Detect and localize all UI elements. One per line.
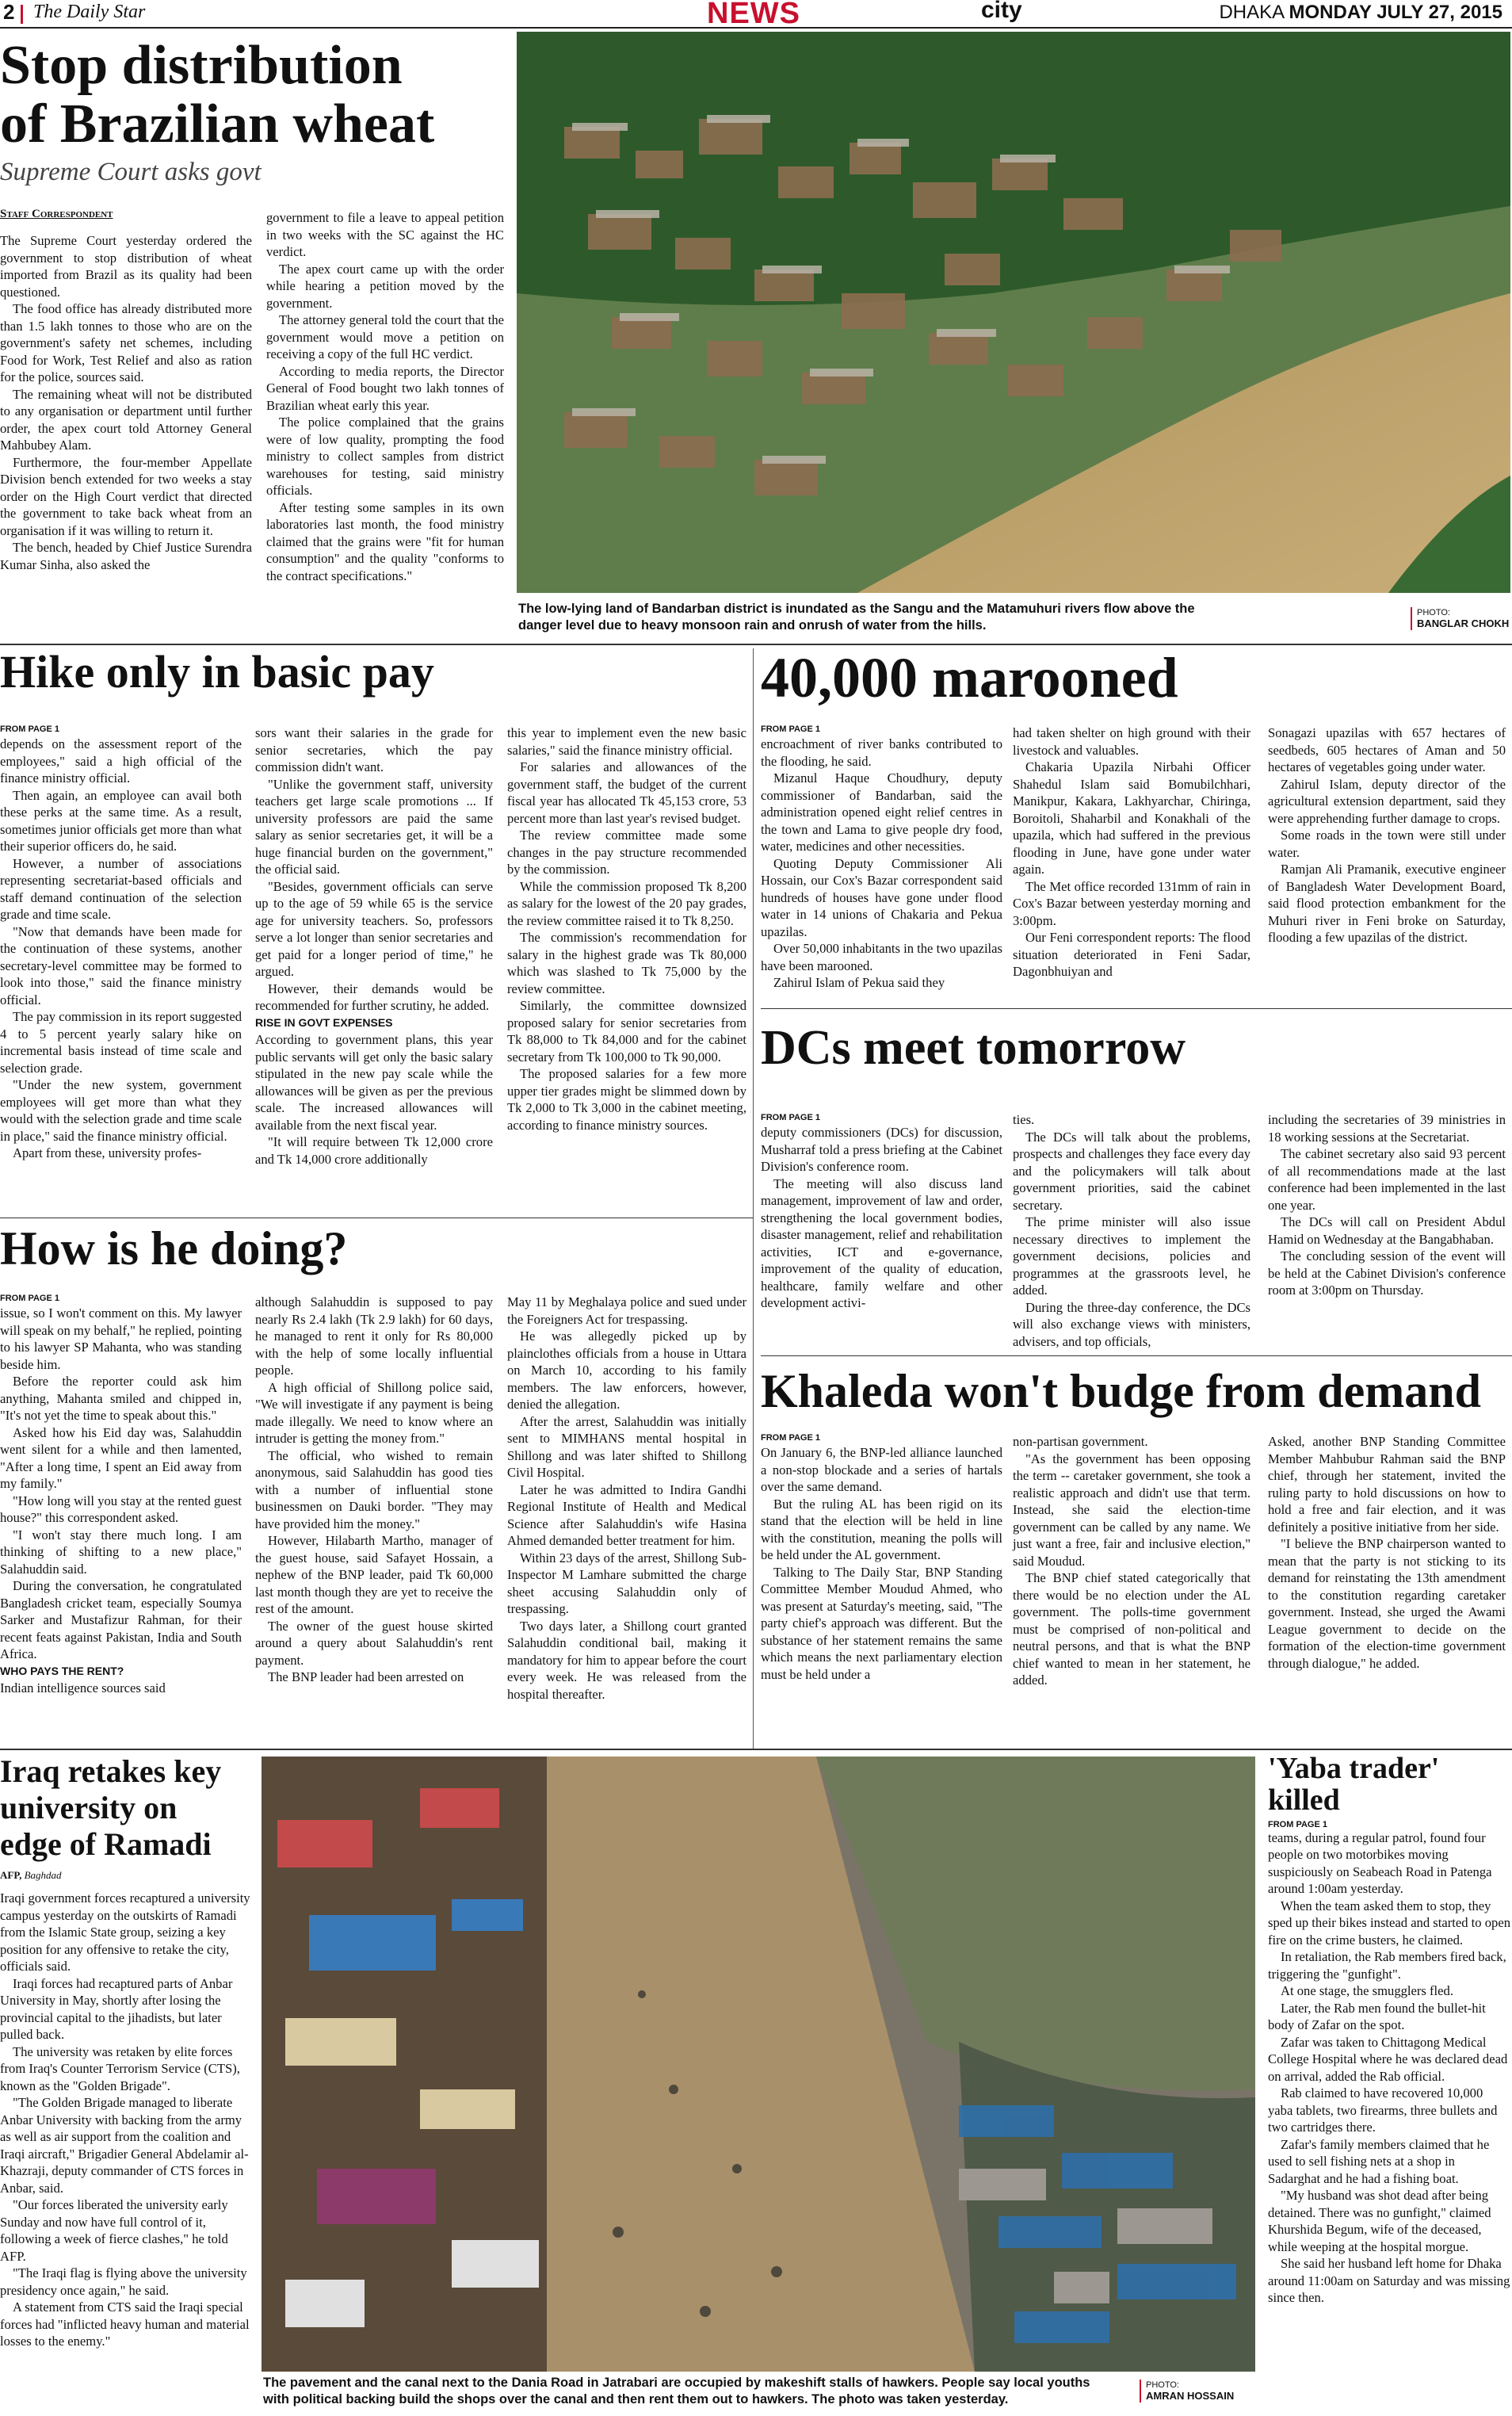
column [1268,1433,1506,1672]
paragraph: The pay commission in its report suggested 4 to 5 percent yearly salary hike on incremental basis instead of time scale and selection grade. [0,1009,242,1076]
paragraph: After testing some samples in its own laboratories last month, the food ministry claimed that the grains were "fit for human consumption" and the quality "conforms to the contract specifications." [266,499,504,583]
paragraph: After the arrest, Salahuddin was initially sent to MIMHANS mental hospital in Shillong and was later shifted to Shillong Civil Hospital. [507,1413,746,1480]
story-salahuddin [0,1222,753,1702]
column [761,1444,1002,1683]
story-marooned [761,646,1510,990]
photo-credit [1140,2380,1257,2403]
headline-line: edge of Ramadi [0,1826,212,1862]
paragraph: "It will require between Tk 12,000 crore and Tk 14,000 crore additionally [255,1134,493,1167]
from-page: FROM PAGE 1 [0,1294,59,1303]
paragraph: The commission's recommendation for salary in the highest grade was Tk 80,000 which was slashed to Tk 75,000 by the review committee. [507,930,746,996]
paragraph: The meeting will also discuss land management, improvement of law and order, strengthening the local government bodies, disaster management, relief and rehabilitation activities, ICT and e-governance, improvement of the quality of education, healthcare, family welfare and other development activi- [761,1176,1002,1310]
column [507,1294,746,1703]
paragraph: However, Hilabarth Martho, manager of the guest house, said Safayet Hossain, a nephew of the BNP leader, paid Tk 60,000 last month though they are yet to receive the rest of the amount. [255,1533,493,1616]
paragraph: While the commission proposed Tk 8,200 as salary for the lowest of the 20 pay grades, the review committee raised it to Tk 8,250. [507,878,746,928]
paragraph: "Now that demands have been made for the continuation of these systems, another secretary-level committee may be formed to look into those," said the finance ministry official. [0,923,242,1007]
paragraph: Our Feni correspondent reports: The flood situation deteriorated in Feni Sadar, Dagonbhuiyan and [1013,930,1250,979]
flood-photo [517,32,1510,593]
story-khaleda [761,1365,1510,1688]
paragraph: The BNP leader had been arrested on [268,1669,464,1684]
paragraph: "Besides, government officials can serve up to the age of 59 while 65 is the service age for university teachers. So, professors serve a lot longer than senior secretaries and get paid for a longer period of time," he argued. [255,878,493,979]
paragraph: "The Golden Brigade managed to liberate Anbar University with backing from the army as well as air support from the coalition and Iraqi aircraft," Brigadier General Abdelamir al-Khazraji, deputy commander of CTS forces in Anbar, said. [0,2095,249,2196]
from-page: FROM PAGE 1 [761,1113,820,1122]
section-label: NEWS [707,0,800,30]
subsection-label: city [981,0,1022,23]
paragraph: In retaliation, the Rab members fired back, triggering the "gunfight". [1268,1949,1506,1982]
paragraph: The Met office recorded 131mm of rain in Cox's Bazar between yesterday morning and 3:00pm. [1013,878,1250,928]
paragraph: Iraqi forces had recaptured parts of Anbar University in May, shortly after losing the provincial capital to the jihadists, but later pulled back. [0,1975,233,2042]
from-page: FROM PAGE 1 [761,724,820,734]
paragraph: He was allegedly picked up by plainclothes officials from a house in Uttara on March 10, according to his family members. The law enforcers, however, denied the allegation. [507,1328,746,1412]
paragraph: The prime minister will also issue necessary directives to implement the government decisions, policies and programmes at the grassroots level, he added. [1013,1214,1250,1298]
paragraph: The DCs will talk about the problems, prospects and challenges they face every day and the policymakers will talk about government priorities, said the cabinet secretary. [1013,1129,1250,1213]
column [1268,724,1506,946]
paragraph: The cabinet secretary also said 93 percent of all recommendations made at the last conference had been implemented in the last one year. [1268,1146,1506,1213]
paragraph: The owner of the guest house skirted around a query about Salahuddin's rent payment. [255,1618,493,1668]
column [1013,1111,1250,1350]
paragraph: Zafar's family members claimed that he used to sell fishing nets at a shop in Sadarghat and he had a fishing boat. [1268,2136,1490,2186]
paragraph: The remaining wheat will not be distributed to any organisation or department until further order, the apex court told Attorney General Mahbubey Alam. [0,386,252,453]
masthead [0,0,1512,29]
story-dcs [761,1021,1510,1349]
story-yaba [1268,1753,1510,2307]
paragraph: Ramjan Ali Pramanik, executive engineer of Bangladesh Water Development Board, said flood protection embankment for the Muhuri river in Feni broke on Saturday, flooding a few upazilas of the district. [1268,862,1506,945]
hawkers-photo-image [262,1757,1255,2372]
paragraph: During the conversation, he congratulated Bangladesh cricket team, especially Soumya Sarker and Mustafizur Rahman, for their recent feats against Pakistan, India and South Africa. [0,1578,242,1661]
page-marker [21,5,23,24]
photo-caption: The pavement and the canal next to the Dania Road in Jatrabari are occupied by makeshift stalls of hawkers. People say local youths with political backing build the shops over the canal and then rent them out to hawkers. The photo was taken yesterday. [263,2376,1090,2406]
from-page: FROM PAGE 1 [761,1433,820,1443]
headline-line: Stop distribution [0,35,403,96]
paragraph: Then again, an employee can avail both these perks at the same time. As a result, sometimes junior officials get more than what their superior officers do, he said. [0,787,242,854]
column [1268,1829,1510,2307]
paragraph: ties. [1013,1112,1035,1127]
paragraph: The official, who wished to remain anonymous, said Salahuddin has good ties with a number of influential stone businessmen on Dauki border. "They may have provided him the money." [255,1447,493,1531]
story-iraq [0,1753,250,2350]
paragraph: Before the reporter could ask him anything, Mahanta smiled and chipped in, "It's not yet the time to speak about this." [0,1374,242,1423]
paragraph: Indian intelligence sources said [0,1680,166,1695]
divider [0,1749,1512,1750]
paragraph: non-partisan government. [1013,1434,1148,1449]
headline [0,36,507,153]
paragraph: However, their demands would be recommended for further scrutiny, he added. [255,981,493,1013]
kicker: Supreme Court asks govt [0,158,262,186]
paragraph: Over 50,000 inhabitants in the two upazilas have been marooned. [761,941,1002,973]
paragraph: Zahirul Islam of Pekua said they [773,975,945,990]
paragraph: According to government plans, this year public servants will get only the basic salary stipulated in the new pay scale while the allowances will be given as per the previous scale. The increased allowances will available from the next fiscal year. [255,1032,493,1133]
paragraph: encroachment of river banks contributed to the flooding, he said. [761,736,1002,769]
paragraph: The bench, headed by Chief Justice Surendra Kumar Sinha, also asked the [0,540,252,572]
from-page: FROM PAGE 1 [0,724,59,734]
headline: Hike only in basic pay [0,646,434,698]
paragraph: Asked how his Eid day was, Salahuddin went silent for a while and then lamented, "After a long time, I spent an Eid away from my family." [0,1424,242,1491]
paragraph: The university was retaken by elite forces from Iraq's Counter Terrorism Service (CTS), known as the "Golden Brigade". [0,2043,240,2093]
from-page: FROM PAGE 1 [1268,1819,1327,1829]
headline: How is he doing? [0,1222,348,1275]
paragraph: issue, so I won't comment on this. My lawyer will speak on my behalf," he replied, pointing to his lawyer SP Mahanta, who was standing beside him. [0,1305,242,1372]
paragraph: depends on the assessment report of the employees," said a high official of the finance ministry official. [0,736,242,786]
paragraph: teams, during a regular patrol, found four people on two motorbikes moving suspiciously on Seabeach Road in Patenga around 1:00am yesterday. [1268,1829,1492,1897]
credit-label: PHOTO: [1417,608,1450,617]
paragraph: although Salahuddin is supposed to pay nearly Rs 2.4 lakh (Tk 2.9 lakh) for 60 days, he managed to rent it only for Rs 80,000 with the help of some locally influential people. [255,1294,493,1378]
column [761,736,1002,992]
paragraph: At one stage, the smugglers fled. [1281,1983,1453,1999]
paragraph: including the secretaries of 39 ministries in 18 working sessions at the Secretariat. [1268,1112,1506,1145]
paragraph: May 11 by Meghalaya police and sued under the Foreigners Act for trespassing. [507,1294,746,1327]
column-divider [753,648,754,1749]
paragraph: Furthermore, the four-member Appellate Division bench extended for two weeks a stay order on the High Court verdict that directed the government to take back wheat from an organisation if it was willing to return it. [0,454,252,538]
headline: 40,000 marooned [761,646,1178,709]
paragraph: A statement from CTS said the Iraqi special forces had "inflicted heavy human and material losses to the enemy." [0,2299,250,2349]
subhead: WHO PAYS THE RENT? [0,1664,124,1677]
paragraph: Apart from these, university profes- [13,1145,202,1160]
paragraph: Later, the Rab men found the bullet-hit body of Zafar on the spot. [1268,2000,1486,2033]
dateline-date: MONDAY JULY 27, 2015 [1289,2,1502,23]
paragraph: The review committee made some changes in the pay structure recommended by the commission. [507,828,746,877]
credit-label: PHOTO: [1146,2380,1179,2390]
paragraph: Talking to The Daily Star, BNP Standing Committee Member Moudud Ahmed, who was present at Saturday's meeting, said, "The party chief's approach was different. But the substance of her statement remains the same which means the next parliamentary election must be held under a [761,1564,1002,1682]
paragraph: Chakaria Upazila Nirbahi Officer Shahedul Islam said Bomubilchhari, Manikpur, Kakara, Lakhyarchar, Chiringa, Boroitoli, Shaharbil and Konakhali of the upazila, which had suffered in the previous flooding in June, have gone under water again. [1013,759,1250,877]
paragraph: Zahirul Islam, deputy director of the agricultural extension department, said they were apprehending further damage to crops. [1268,776,1506,826]
divider [761,1355,1512,1356]
column [0,1305,242,1697]
paragraph: The food office has already distributed more than 1.5 lakh tonnes to those who are on the government's safety net schemes, including Food for Work, Test Relief and also as ration for the police, sources said. [0,301,252,384]
paragraph: Asked, another BNP Standing Committee Member Mahbubur Rahman said the BNP chief, through her statement, invited the ruling party to hold discussions on how to hold a free and fair election, and it was definitely a positive initiative from her side. [1268,1434,1506,1535]
paragraph: For salaries and allowances of the government staff, the budget of the current fiscal year has allocated Tk 45,153 crore, 53 percent more than last year's revised budget. [507,759,746,826]
dateline-city: DHAKA [1219,2,1284,23]
paragraph: had taken shelter on high ground with their livestock and valuables. [1013,725,1250,758]
paragraph: During the three-day conference, the DCs will also exchange views with ministers, advisers, and top officials, [1013,1299,1250,1349]
paragraph: "How long will you stay at the rented guest house?" this correspondent asked. [0,1493,242,1525]
paragraph: Sonagazi upazilas with 657 hectares of seedbeds, 605 hectares of Aman and 50 hectares of vegetables going under water. [1268,725,1506,774]
headline-line: Iraq retakes key [0,1753,222,1789]
paragraph: this year to implement even the new basic salaries," said the finance ministry official. [507,725,746,758]
paragraph: The apex court came up with the order while hearing a petition moved by the government. [266,261,504,311]
column [1013,1433,1250,1689]
paragraph: "Unlike the government staff, university teachers get large scale promotions ... If university professors are paid the same salary as senior secretaries get, it will be a huge financial burden on the government," the official said. [255,776,493,877]
headline: Khaleda won't budge from demand [761,1365,1482,1417]
paragraph: sors want their salaries in the grade for senior secretaries, which the pay commission didn't want. [255,725,493,774]
credit-name: AMRAN HOSSAIN [1146,2390,1235,2402]
paragraph: The police complained that the grains were of low quality, prompting the food ministry to collect samples from district warehouses for testing, said ministry officials. [266,415,504,498]
column [1013,724,1250,981]
paragraph: Rab claimed to have recovered 10,000 yaba tablets, two firearms, three bullets and two cartridges there. [1268,2085,1498,2135]
dateline [1219,2,1502,24]
column [0,1890,250,2350]
byline-place: Baghdad [24,1869,62,1881]
column [0,736,242,1162]
paragraph: The concluding session of the event will be held at the Cabinet Division's conference room at 3:00pm on Thursday. [1268,1248,1506,1298]
paragraph: On January 6, the BNP-led alliance launched a non-stop blockade and a series of hartals over the same demand. [761,1445,1002,1494]
paragraph: Later he was admitted to Indira Gandhi Regional Institute of Health and Medical Science after Salahuddin's wife Hasina Ahmed demanded better treatment for him. [507,1481,746,1548]
byline-agency: AFP, [0,1869,22,1881]
paragraph: Iraqi government forces recaptured a university campus yesterday on the outskirts of Ramadi from the Islamic State group, seizing a key position for any offensive to retake the city, officials said. [0,1890,250,1974]
paragraph: Within 23 days of the arrest, Shillong Sub-Inspector M Lamhare submitted the charge sheet accusing Salahuddin only of trespassing. [507,1550,746,1616]
paragraph: "I believe the BNP chairperson wanted to mean that the party is not sticking to its demand for reinstating the 13th amendment to the constitution regarding caretaker government. Instead, she urged the Awami League government to decide on the formation of the election-time government through dialogue," he added. [1268,1536,1506,1671]
photo-credit [1411,607,1512,630]
story-wheat [0,35,507,583]
photo-caption: The low-lying land of Bandarban district is inundated as the Sangu and the Matamuhuri rivers flow above the danger level due to heavy monsoon rain and onrush of water from the hills. [518,602,1195,633]
paragraph: "My husband was shot dead after being detained. There was no gunfight," claimed Khurshida Begum, wife of the deceased, while weeping at the hospital morgue. [1268,2188,1491,2254]
paragraph: "I won't stay there much long. I am thinking of shifting to a new place," Salahuddin said. [0,1527,242,1577]
paragraph: Some roads in the town were still under water. [1268,828,1506,860]
paragraph: A high official of Shillong police said, "We will investigate if any payment is being made illegally. We need to know where an intruder is getting the money from." [255,1379,493,1446]
story-pay [0,646,757,1167]
paragraph: The BNP chief stated categorically that there would be no election under the AL government. The polls-time government must be comprised of non-political and neutral persons, and that is what the BNP chief wanted to mean in her statement, he added. [1013,1570,1250,1688]
credit-name: BANGLAR CHOKH [1417,617,1510,629]
column [0,232,252,573]
paragraph: "As the government has been opposing the term -- caretaker government, she took a realistic approach and didn't use that term. Instead, she said the election-time government can be called by any name. We just want a free, fair and inclusive election," said Moudud. [1013,1451,1250,1569]
paragraph: "The Iraqi flag is flying above the university presidency once again," he said. [0,2265,247,2298]
paragraph: According to media reports, the Director General of Food bought two lakh tonnes of Brazilian wheat early this year. [266,363,504,413]
column [266,209,504,584]
headline [0,1753,250,1863]
paragraph: Two days later, a Shillong court granted Salahuddin conditional bail, making it mandatory for him to appear before the court every week. He was released from the hospital thereafter. [507,1618,746,1702]
divider [761,1008,1512,1009]
headline: DCs meet tomorrow [761,1021,1186,1075]
headline-line: university on [0,1790,178,1825]
page-number: 2 [3,0,15,24]
paragraph: The DCs will call on President Abdul Hamid on Wednesday at the Bangabhaban. [1268,1214,1506,1247]
column [255,1294,493,1686]
column [507,724,746,1133]
paragraph: The Supreme Court yesterday ordered the government to stop distribution of wheat imported from Brazil as its quality had been questioned. [0,233,252,300]
flood-photo-image [517,32,1510,593]
headline-line: of Brazilian wheat [0,93,435,155]
paragraph: The proposed salaries for a few more upper tier grades might be slimmed down by Tk 2,000 to Tk 3,000 in the cabinet meeting, according to finance ministry sources. [507,1066,746,1133]
headline: 'Yaba trader' killed [1268,1752,1440,1817]
paragraph: deputy commissioners (DCs) for discussion, Musharraf told a press briefing at the Cabinet Division's conference room. [761,1125,1002,1174]
paragraph: However, a number of associations representing secretariat-based officials and staff demand continuation of the selection grade and time scale. [0,855,242,922]
byline [0,1869,250,1882]
paragraph: "Under the new system, government employees will get more than what they would with the selection grade and time scale in place," said the finance ministry official. [0,1077,242,1144]
byline: Staff Correspondent [0,208,113,220]
paragraph: She said her husband left home for Dhaka around 11:00am on Saturday and was missing since then. [1268,2256,1510,2306]
column [761,1124,1002,1312]
paragraph: Similarly, the committee downsized proposed salary for senior secretaries from Tk 88,000 to Tk 84,000 and for the cabinet secretary from Tk 100,000 to Tk 90,000. [507,998,746,1065]
paper-logo: The Daily Star [33,2,146,22]
paragraph: But the ruling AL has been rigid on its stand that the election will be held in line with the constitution, meaning the polls will be held under the AL government. [761,1496,1002,1562]
paragraph: Mizanul Haque Choudhury, deputy commissioner of Bandarban, said the administration opened eight relief centres in the town and Lama to give people dry food, water, medicines and other necessities. [761,770,1002,854]
paragraph: Zafar was taken to Chittagong Medical College Hospital where he was declared dead on arrival, added the Rab official. [1268,2034,1508,2084]
paragraph: The attorney general told the court that the government would move a petition on receiving a copy of the full HC verdict. [266,312,504,361]
paragraph: Quoting Deputy Commissioner Ali Hossain, our Cox's Bazar correspondent said hundreds of houses have gone under flood water in 14 unions of Chakaria and Pekua upazilas. [761,855,1002,939]
column [1268,1111,1506,1299]
paragraph: When the team asked them to stop, they sped up their bikes instead and started to open fire on the crime busters, he claimed. [1268,1898,1510,1948]
hawkers-photo [262,1757,1255,2372]
subhead: RISE IN GOVT EXPENSES [255,1015,393,1029]
divider [0,644,1512,645]
paragraph: government to file a leave to appeal petition in two weeks with the SC against the HC verdict. [266,210,504,259]
column [255,724,493,1168]
paragraph: "Our forces liberated the university early Sunday and now have full control of it, following a week of fierce clashes," he told AFP. [0,2197,228,2264]
